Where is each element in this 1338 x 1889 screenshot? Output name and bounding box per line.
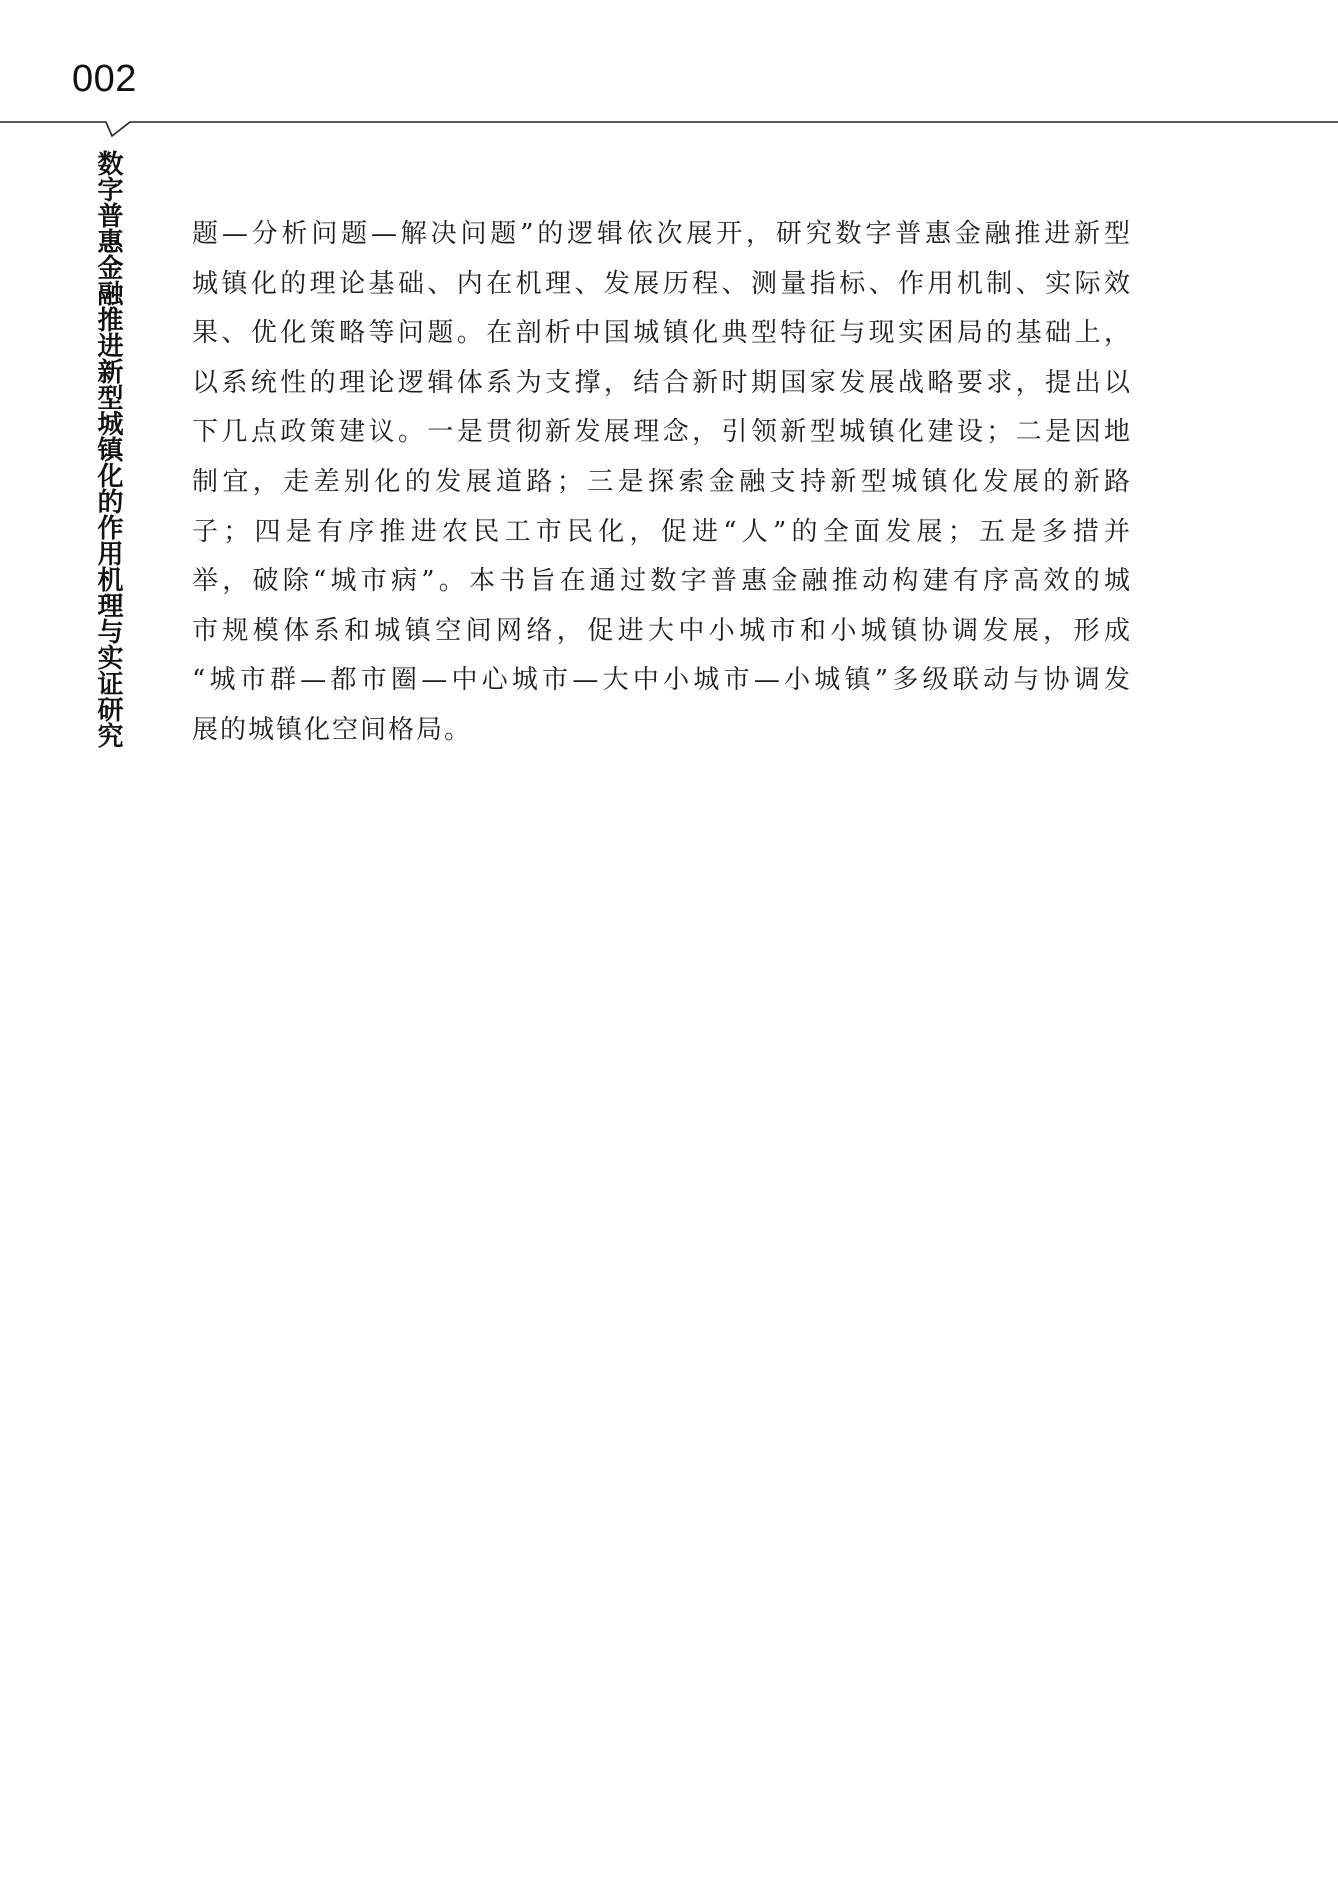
body-text <box>192 210 1132 756</box>
body-line: 题—分析问题—解决问题”的逻辑依次展开，研究数字普惠金融推进新型 <box>192 219 1132 249</box>
body-line: 子；四是有序推进农民工市民化，促进“人”的全面发展；五是多措并 <box>192 516 1132 547</box>
page-number: 002 <box>72 58 137 100</box>
body-line: 果、优化策略等问题。在剖析中国城镇化典型特征与现实困局的基础上， <box>192 318 1132 349</box>
body-line: 展的城镇化空间格局。 <box>192 714 473 745</box>
header-rule <box>0 110 1338 150</box>
running-title: 数字普惠金融推进新型城镇化的作用机理与实证研究 <box>93 150 123 748</box>
body-line: 下几点政策建议。一是贯彻新发展理念，引领新型城镇化建设；二是因地 <box>192 417 1132 448</box>
body-line: 城镇化的理论基础、内在机理、发展历程、测量指标、作用机制、实际效 <box>192 268 1132 299</box>
body-line: “城市群—都市圈—中心城市—大中小城市—小城镇”多级联动与协调发 <box>192 665 1132 696</box>
body-line: 市规模体系和城镇空间网络，促进大中小城市和小城镇协调发展，形成 <box>192 615 1132 646</box>
body-line: 以系统性的理论逻辑体系为支撑，结合新时期国家发展战略要求，提出以 <box>192 367 1132 398</box>
body-line: 制宜，走差别化的发展道路；三是探索金融支持新型城镇化发展的新路 <box>192 466 1132 497</box>
body-line: 举，破除“城市病”。本书旨在通过数字普惠金融推动构建有序高效的城 <box>192 566 1132 597</box>
